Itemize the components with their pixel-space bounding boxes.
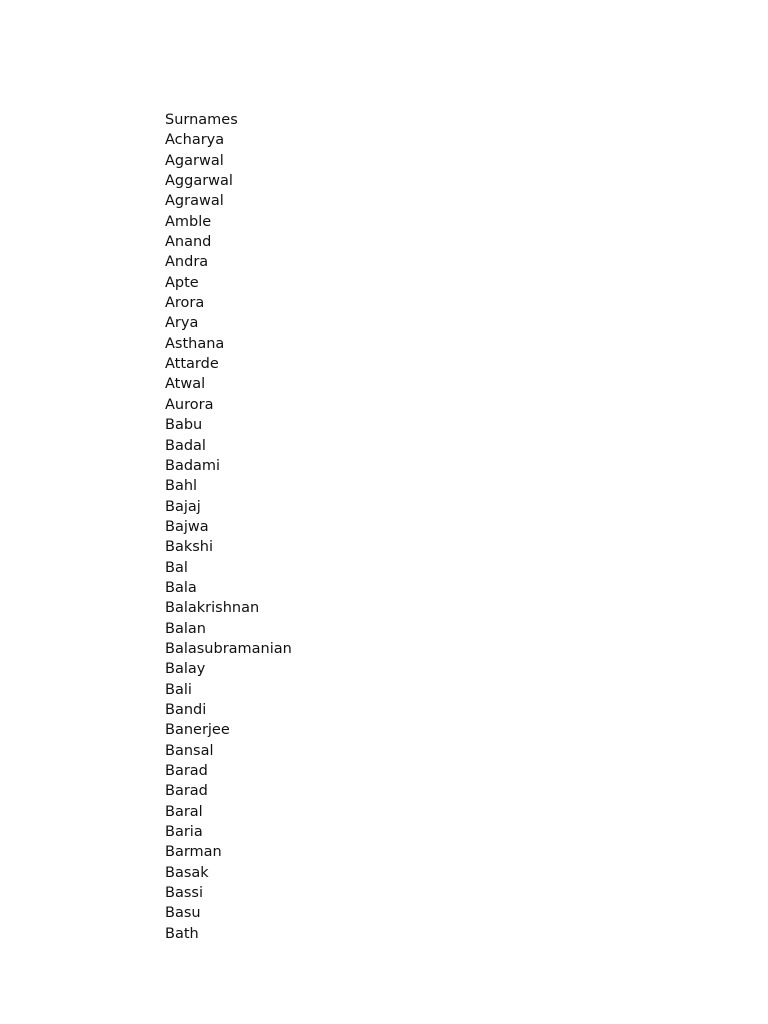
list-item: Bal [165,559,188,576]
list-header: Surnames [165,112,238,128]
list-item: Agarwal [165,152,224,169]
list-item: Balakrishnan [165,600,260,617]
list-item: Banerjee [165,722,230,739]
list-item: Bahl [165,478,198,495]
list-item: Bakshi [165,539,214,556]
list-item: Bajwa [165,518,209,535]
list-item: Bala [165,579,197,596]
list-item: Barman [165,844,222,861]
list-item: Arya [165,315,199,332]
list-item: Babu [165,417,203,434]
surname-list [165,110,292,944]
list-item: Bansal [165,742,214,759]
list-item: Baria [165,824,203,841]
list-item: Amble [165,213,212,230]
list-item: Anand [165,234,212,251]
list-item: Badami [165,457,221,474]
list-item: Badal [165,437,206,454]
list-item: Andra [165,254,209,271]
list-item: Asthana [165,335,225,352]
list-item: Balasubramanian [165,640,292,657]
list-item: Balay [165,661,206,678]
list-item: Aggarwal [165,173,233,190]
list-item: Apte [165,274,199,291]
list-item: Bassi [165,885,203,902]
list-item: Basak [165,864,209,881]
list-item: Basu [165,905,201,922]
list-item: Balan [165,620,206,637]
list-item: Bali [165,681,192,698]
list-item: Bajaj [165,498,201,515]
list-item: Attarde [165,356,219,373]
list-item: Aurora [165,396,214,413]
list-item: Baral [165,803,203,820]
list-item: Arora [165,295,205,312]
list-item: Barad [165,763,208,779]
list-item: Barad [165,783,208,800]
list-item: Acharya [165,132,225,149]
list-item: Bandi [165,701,207,718]
list-item: Agrawal [165,193,224,210]
list-item: Atwal [165,376,206,393]
list-item: Bath [165,925,199,942]
